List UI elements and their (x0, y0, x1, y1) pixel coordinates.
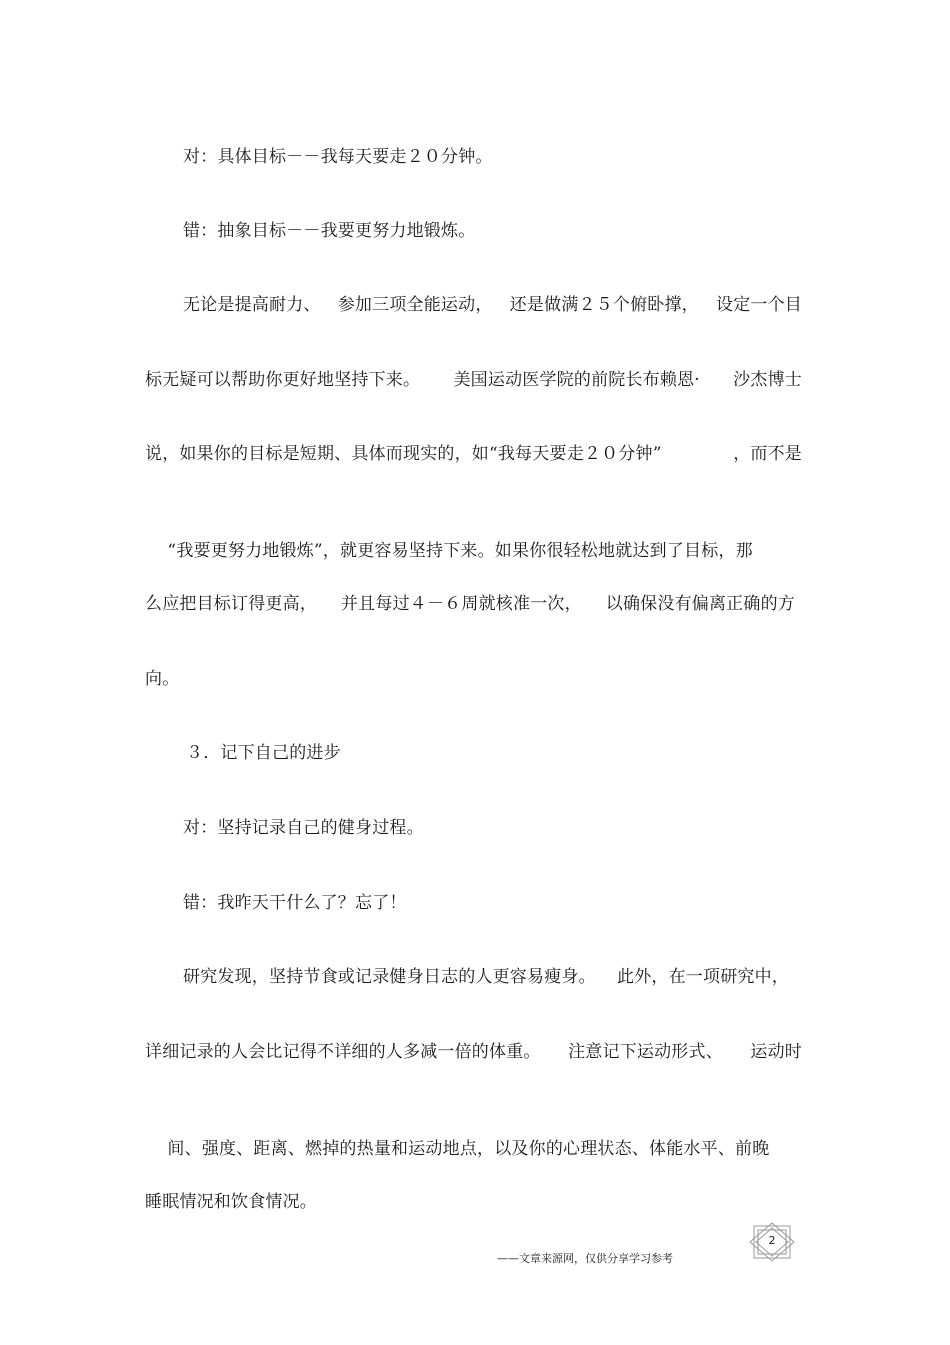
paragraph-goal-body-last-line: 向。 (145, 669, 180, 689)
paragraph-research-line (145, 1116, 769, 1182)
text-segment: 参加三项全能运动， (337, 295, 493, 315)
text-segment: “我要更努力地锻炼”，就更容易坚持下来。如果你很轻松地就达到了目标，那 (167, 541, 753, 561)
text-segment: 沙杰博士 (733, 370, 802, 390)
section-heading: ３．记下自己的进步 (186, 743, 341, 763)
text-segment: 美国运动医学院的前院长布赖恩· (453, 370, 700, 390)
text-segment: 运动时 (750, 1042, 802, 1062)
footer-source-note: ——文章来源网，仅供分享学习参考 (497, 1252, 673, 1265)
paragraph-research-line (183, 966, 789, 988)
paragraph-wrong-goal: 错：抽象目标－－我要更努力地锻炼。 (183, 221, 476, 241)
text-segment: ，而不是 (733, 444, 802, 464)
paragraph-research-last-line: 睡眠情况和饮食情况。 (145, 1192, 317, 1212)
text-segment: 并且每过４－６周就核准一次， (340, 594, 582, 614)
text-segment: 以确保没有偏离正确的方 (605, 594, 795, 614)
text-segment: 设定一个目 (716, 295, 802, 315)
paragraph-goal-body-line (183, 294, 802, 316)
paragraph-wrong-record: 错：我昨天干什么了？忘了！ (183, 893, 407, 913)
paragraph-correct-record: 对：坚持记录自己的健身过程。 (183, 818, 424, 838)
text-segment: 标无疑可以帮助你更好地坚持下来。 (145, 370, 421, 390)
text-segment: 说，如果你的目标是短期、具体而现实的，如“我每天要走２０分钟” (145, 444, 662, 464)
text-segment: 间、强度、距离、燃掉的热量和运动地点，以及你的心理状态、体能水平、前晚 (167, 1139, 770, 1159)
text-segment: 研究发现，坚持节食或记录健身日志的人更容易瘦身。 (183, 967, 596, 987)
paragraph-goal-body-line (145, 443, 802, 465)
text-segment: 注意记下运动形式、 (568, 1042, 723, 1062)
paragraph-correct-goal: 对：具体目标－－我每天要走２０分钟。 (183, 147, 493, 167)
paragraph-goal-body-line (145, 369, 802, 391)
page-number: 2 (768, 1234, 776, 1247)
text-segment: 还是做满２５个俯卧撑， (509, 295, 699, 315)
text-segment: 此外，在一项研究中， (617, 967, 789, 987)
text-segment: 么应把目标订得更高， (145, 594, 317, 614)
text-segment: 详细记录的人会比记得不详细的人多减一倍的体重。 (145, 1042, 541, 1062)
paragraph-goal-body-line (145, 518, 753, 584)
paragraph-goal-body-line (145, 593, 795, 615)
paragraph-research-line (145, 1041, 802, 1063)
text-segment: 无论是提高耐力、 (183, 295, 321, 315)
page-number-badge (748, 1222, 796, 1262)
